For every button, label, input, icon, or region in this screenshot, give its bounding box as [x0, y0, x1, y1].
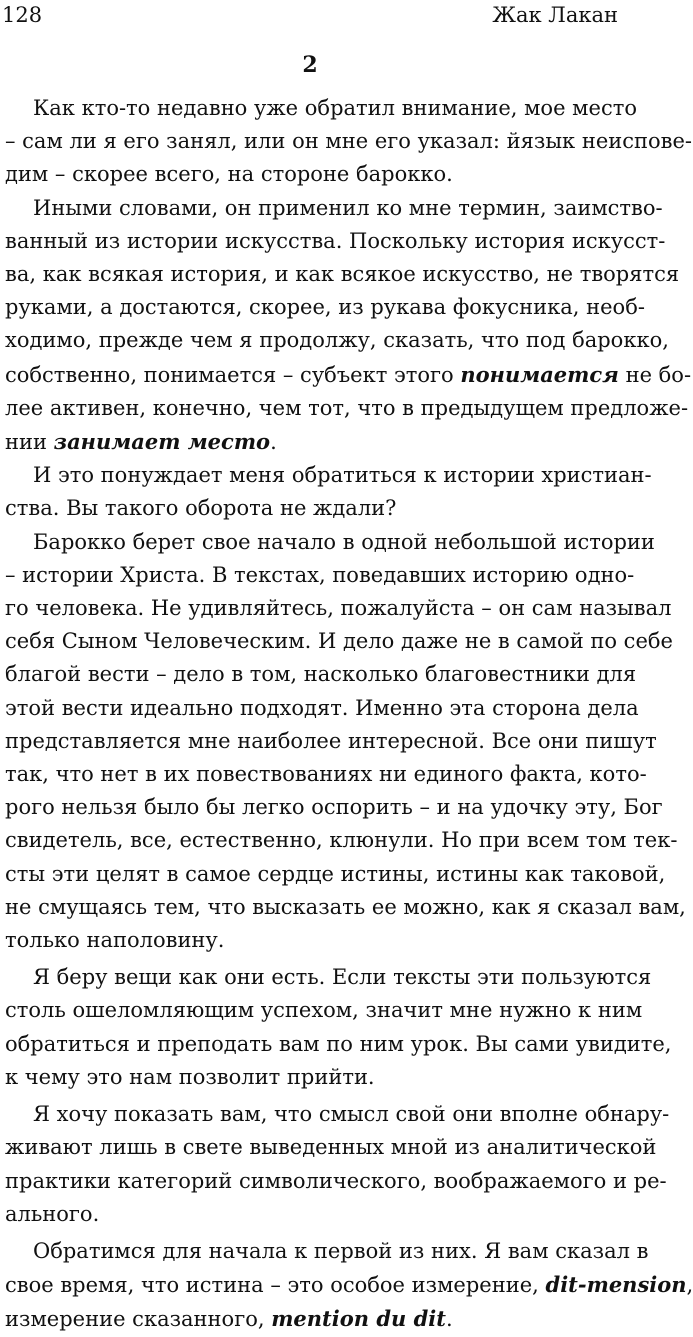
text-line	[5, 1302, 617, 1336]
text-line: обратиться и преподать вам по ним урок. Вы сами увидите,	[5, 1031, 672, 1056]
body-text	[5, 92, 693, 1337]
text-line: себя Сыном Человеческим. И дело даже не в самой по себе	[5, 629, 673, 654]
paragraph	[5, 1098, 670, 1231]
text-segment: .	[270, 430, 277, 455]
text-line: – истории Христа. В текстах, поведавших историю одно-	[5, 562, 635, 587]
emphasis: занимает место	[53, 429, 271, 455]
text-line: И это понуждает меня обратиться к истории христиан-	[33, 463, 652, 488]
text-segment: собственно, понимается – субъект этого	[5, 362, 461, 387]
text-line: ального.	[5, 1201, 100, 1226]
text-line	[5, 358, 692, 392]
text-line: сты эти целят в самое сердце истины, истины как таковой,	[5, 861, 666, 886]
text-line: Барокко берет свое начало в одной небольшой истории	[33, 529, 655, 554]
text-segment: измерение сказанного,	[5, 1307, 272, 1332]
text-line: свидетель, все, естественно, клюнули. Но при всем том тек-	[5, 828, 678, 853]
paragraph	[5, 459, 652, 525]
text-line: руками, а достаются, скорее, из рукава фокусника, необ-	[5, 295, 645, 320]
text-line: Как кто-то недавно уже обратил внимание, мое место	[33, 96, 637, 120]
text-segment: ,	[686, 1273, 693, 1298]
text-segment: .	[445, 1307, 453, 1332]
text-segment: нии	[5, 430, 54, 455]
section-number: 2	[302, 52, 318, 78]
text-line: так, что нет в их повествованиях ни единого факта, кото-	[5, 762, 647, 787]
text-line: представляется мне наиболее интересной. Все они пишут	[5, 728, 657, 753]
text-line: столь ошеломляющим успехом, значит мне нужно к ним	[5, 998, 643, 1023]
text-line: ва, как всякая история, и как всякое искусство, не творятся	[5, 262, 680, 287]
text-line: ства. Вы такого оборота не ждали?	[5, 496, 397, 521]
running-title: Жак Лакан	[492, 3, 618, 27]
text-segment: не бо-	[618, 362, 692, 387]
paragraph	[5, 192, 692, 460]
text-line: не смущаясь тем, что высказать ее можно, как я сказал вам,	[5, 894, 686, 919]
text-line: ходимо, прежде чем я продолжу, сказать, что под барокко,	[5, 328, 669, 353]
text-line: рого нельзя было бы легко оспорить – и на удочку эту, Бог	[5, 795, 663, 820]
text-line: – сам ли я его занял, или он мне его указал: йязык неисповe-	[5, 129, 693, 154]
text-line: только наполовину.	[5, 928, 225, 953]
paragraph	[5, 526, 686, 958]
page-number: 128	[2, 3, 43, 27]
text-line: Я хочу показать вам, что смысл свой они вполне обнару-	[33, 1102, 670, 1127]
text-line: Иными словами, он применил ко мне термин, заимство-	[33, 195, 663, 220]
text-line: живают лишь в свете выведенных мной из аналитической	[5, 1135, 657, 1160]
text-line: ванный из истории искусства. Поскольку история искусст-	[5, 228, 666, 253]
text-line: дим – скорее всего, на стороне барокко.	[5, 162, 453, 187]
text-line: го человека. Не удивляйтесь, пожалуйста – он сам называл	[5, 596, 672, 621]
emphasis: понимается	[460, 361, 619, 387]
emphasis: dit-mension	[545, 1272, 687, 1298]
text-line: этой вести идеально подходят. Именно эта сторона дела	[5, 695, 639, 720]
text-line: Я беру вещи как они есть. Если тексты эти пользуются	[33, 965, 652, 990]
text-line: лее активен, конечно, чем тот, что в предыдущем предложе-	[5, 395, 689, 420]
text-segment: свое время, что истина – это особое измерение,	[5, 1273, 546, 1298]
text-line	[5, 1268, 693, 1302]
emphasis: mention du dit	[271, 1306, 446, 1332]
text-line: Обратимся для начала к первой из них. Я вам сказал в	[33, 1238, 649, 1263]
text-line: благой вести – дело в том, насколько благовестники для	[5, 662, 637, 687]
text-line: практики категорий символического, воображаемого и ре-	[5, 1168, 667, 1193]
paragraph	[5, 92, 693, 192]
text-line	[5, 425, 617, 459]
paragraph	[5, 1235, 693, 1337]
text-line: к чему это нам позволит прийти.	[5, 1064, 375, 1089]
running-head	[0, 0, 620, 40]
paragraph	[5, 961, 672, 1094]
